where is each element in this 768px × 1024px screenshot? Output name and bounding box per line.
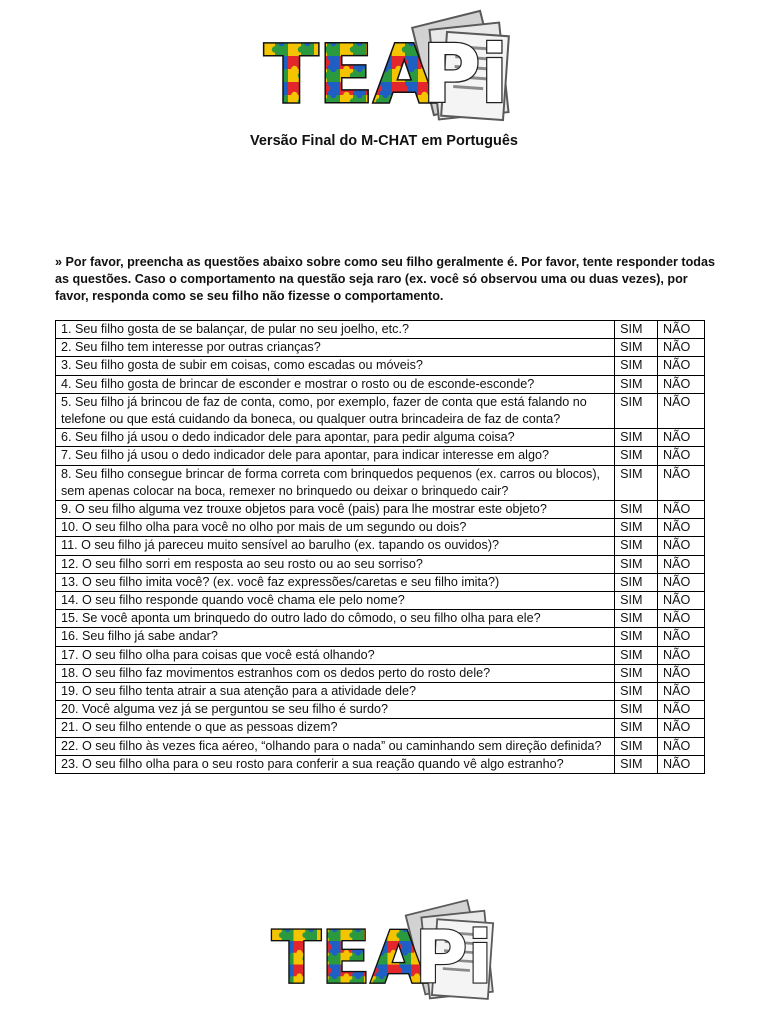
question-row — [56, 755, 705, 773]
question-row — [56, 701, 705, 719]
logo-pi-text: Pi — [414, 916, 493, 1001]
answer-nao[interactable]: NÃO — [658, 664, 705, 682]
question-row — [56, 573, 705, 591]
answer-sim[interactable]: SIM — [615, 719, 658, 737]
logo-tea-text: TEA — [271, 916, 427, 1001]
answer-nao[interactable]: NÃO — [658, 537, 705, 555]
question-text: 21. O seu filho entende o que as pessoas dizem? — [56, 719, 615, 737]
logo-pi-text: Pi — [422, 28, 509, 121]
answer-sim[interactable]: SIM — [615, 375, 658, 393]
question-text: 5. Seu filho já brincou de faz de conta, como, por exemplo, fazer de conta que está falando no telefone ou que está cuidando da boneca, ou qualquer outra brincadeira de faz de conta? — [56, 393, 615, 428]
question-text: 18. O seu filho faz movimentos estranhos com os dedos perto do rosto dele? — [56, 664, 615, 682]
answer-sim[interactable]: SIM — [615, 357, 658, 375]
page-title: Versão Final do M-CHAT em Português — [249, 133, 519, 149]
answer-nao[interactable]: NÃO — [658, 501, 705, 519]
question-row — [56, 357, 705, 375]
question-row — [56, 375, 705, 393]
question-row — [56, 664, 705, 682]
teapi-logo-bottom — [270, 894, 496, 1008]
answer-nao[interactable]: NÃO — [658, 646, 705, 664]
answer-sim[interactable]: SIM — [615, 755, 658, 773]
answer-sim[interactable]: SIM — [615, 501, 658, 519]
question-row — [56, 519, 705, 537]
question-text: 11. O seu filho já pareceu muito sensível ao barulho (ex. tapando os ouvidos)? — [56, 537, 615, 555]
question-text: 12. O seu filho sorri em resposta ao seu rosto ou ao seu sorriso? — [56, 555, 615, 573]
question-row — [56, 429, 705, 447]
question-row — [56, 610, 705, 628]
logo-tea-text: TEA — [264, 28, 436, 121]
answer-sim[interactable]: SIM — [615, 393, 658, 428]
answer-sim[interactable]: SIM — [615, 555, 658, 573]
answer-sim[interactable]: SIM — [615, 429, 658, 447]
answer-nao[interactable]: NÃO — [658, 555, 705, 573]
question-row — [56, 737, 705, 755]
question-text: 13. O seu filho imita você? (ex. você faz expressões/caretas e seu filho imita?) — [56, 573, 615, 591]
questions-table — [55, 320, 705, 774]
answer-nao[interactable]: NÃO — [658, 393, 705, 428]
answer-nao[interactable]: NÃO — [658, 321, 705, 339]
question-row — [56, 501, 705, 519]
answer-nao[interactable]: NÃO — [658, 628, 705, 646]
question-row — [56, 465, 705, 500]
answer-sim[interactable]: SIM — [615, 646, 658, 664]
answer-nao[interactable]: NÃO — [658, 375, 705, 393]
answer-nao[interactable]: NÃO — [658, 429, 705, 447]
answer-sim[interactable]: SIM — [615, 465, 658, 500]
question-text: 2. Seu filho tem interesse por outras crianças? — [56, 339, 615, 357]
answer-sim[interactable]: SIM — [615, 519, 658, 537]
question-row — [56, 592, 705, 610]
question-text: 6. Seu filho já usou o dedo indicador dele para apontar, para pedir alguma coisa? — [56, 429, 615, 447]
answer-sim[interactable]: SIM — [615, 537, 658, 555]
answer-sim[interactable]: SIM — [615, 664, 658, 682]
answer-nao[interactable]: NÃO — [658, 339, 705, 357]
question-text: 3. Seu filho gosta de subir em coisas, como escadas ou móveis? — [56, 357, 615, 375]
answer-sim[interactable]: SIM — [615, 737, 658, 755]
answer-sim[interactable]: SIM — [615, 447, 658, 465]
answer-sim[interactable]: SIM — [615, 592, 658, 610]
answer-nao[interactable]: NÃO — [658, 357, 705, 375]
teapi-logo-top — [262, 4, 512, 130]
question-text: 22. O seu filho às vezes fica aéreo, “olhando para o nada” ou caminhando sem direção definida? — [56, 737, 615, 755]
question-row — [56, 339, 705, 357]
answer-nao[interactable]: NÃO — [658, 755, 705, 773]
answer-nao[interactable]: NÃO — [658, 719, 705, 737]
question-text: 23. O seu filho olha para o seu rosto para conferir a sua reação quando vê algo estranho? — [56, 755, 615, 773]
instructions-text: » Por favor, preencha as questões abaixo sobre como seu filho geralmente é. Por favor, tente responder todas as questões. Caso o comportamento na questão seja raro (ex. você só observou uma ou duas vezes), por favor, responda como se seu filho não fizesse o comportamento. — [55, 255, 715, 303]
question-text: 8. Seu filho consegue brincar de forma correta com brinquedos pequenos (ex. carros ou blocos), sem apenas colocar na boca, remexer no brinquedo ou deixar o brinquedo cair? — [56, 465, 615, 500]
question-text: 14. O seu filho responde quando você chama ele pelo nome? — [56, 592, 615, 610]
question-text: 17. O seu filho olha para coisas que você está olhando? — [56, 646, 615, 664]
answer-nao[interactable]: NÃO — [658, 592, 705, 610]
question-row — [56, 719, 705, 737]
question-text: 19. O seu filho tenta atrair a sua atenção para a atividade dele? — [56, 683, 615, 701]
question-row — [56, 646, 705, 664]
question-text: 9. O seu filho alguma vez trouxe objetos para você (pais) para lhe mostrar este objeto? — [56, 501, 615, 519]
answer-sim[interactable]: SIM — [615, 321, 658, 339]
question-text: 20. Você alguma vez já se perguntou se seu filho é surdo? — [56, 701, 615, 719]
answer-nao[interactable]: NÃO — [658, 683, 705, 701]
answer-sim[interactable]: SIM — [615, 610, 658, 628]
answer-nao[interactable]: NÃO — [658, 701, 705, 719]
question-row — [56, 447, 705, 465]
question-text: 15. Se você aponta um brinquedo do outro lado do cômodo, o seu filho olha para ele? — [56, 610, 615, 628]
question-text: 7. Seu filho já usou o dedo indicador dele para apontar, para indicar interesse em algo? — [56, 447, 615, 465]
answer-nao[interactable]: NÃO — [658, 737, 705, 755]
answer-nao[interactable]: NÃO — [658, 519, 705, 537]
question-row — [56, 555, 705, 573]
answer-sim[interactable]: SIM — [615, 628, 658, 646]
question-row — [56, 321, 705, 339]
answer-nao[interactable]: NÃO — [658, 610, 705, 628]
question-row — [56, 683, 705, 701]
question-text: 16. Seu filho já sabe andar? — [56, 628, 615, 646]
answer-nao[interactable]: NÃO — [658, 447, 705, 465]
question-row — [56, 628, 705, 646]
question-row — [56, 393, 705, 428]
answer-sim[interactable]: SIM — [615, 683, 658, 701]
answer-nao[interactable]: NÃO — [658, 573, 705, 591]
answer-nao[interactable]: NÃO — [658, 465, 705, 500]
question-row — [56, 537, 705, 555]
answer-sim[interactable]: SIM — [615, 701, 658, 719]
answer-sim[interactable]: SIM — [615, 339, 658, 357]
answer-sim[interactable]: SIM — [615, 573, 658, 591]
question-text: 4. Seu filho gosta de brincar de esconder e mostrar o rosto ou de esconde-esconde? — [56, 375, 615, 393]
question-text: 10. O seu filho olha para você no olho por mais de um segundo ou dois? — [56, 519, 615, 537]
question-text: 1. Seu filho gosta de se balançar, de pular no seu joelho, etc.? — [56, 321, 615, 339]
